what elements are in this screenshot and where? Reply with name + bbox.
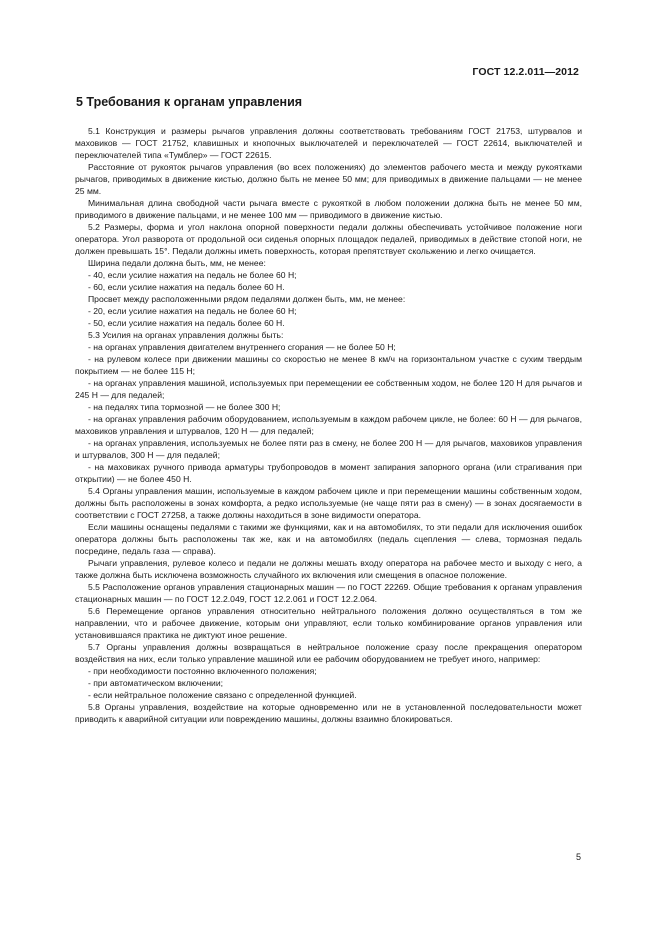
section-title: 5 Требования к органам управления <box>76 95 303 109</box>
paragraph: 5.2 Размеры, форма и угол наклона опорной поверхности педали должны обеспечивать устойчивое положение ноги оператора. Угол разворота от продольной оси сиденья опорных площадок педалей, приводимых в действие стопой ноги, не должен превышать 15°. Педали должны иметь поверхность, которая препятствует скольжению и легко очищается. <box>75 222 582 256</box>
paragraph: - на органах управления машиной, используемых при перемещении ее собственным ходом, не более 120 Н для рычагов и 245 Н — для педалей; <box>75 378 582 400</box>
paragraph: Ширина педали должна быть, мм, не менее: <box>88 258 266 268</box>
paragraph: - при автоматическом включении; <box>88 678 224 688</box>
paragraph: 5.7 Органы управления должны возвращаться в нейтральное положение сразу после прекращения оператором воздействия на них, если только управление машиной или ее рабочим оборудованием не требует иного, например: <box>75 642 582 664</box>
paragraph: - 40, если усилие нажатия на педаль не более 60 Н; <box>88 270 297 280</box>
paragraph: - на рулевом колесе при движении машины со скоростью не менее 8 км/ч на горизонтальном участке с сухим твердым покрытием — не более 115 Н; <box>75 354 582 376</box>
paragraph: - на органах управления двигателем внутреннего сгорания — не более 50 Н; <box>88 342 396 352</box>
section-body <box>75 125 582 725</box>
paragraph: - на органах управления рабочим оборудованием, используемым в каждом рабочем цикле, не более: 60 Н — для рычагов, маховиков управления и штурвалов, 120 Н — для педалей; <box>75 414 582 436</box>
paragraph: 5.4 Органы управления машин, используемые в каждом рабочем цикле и при перемещении машины собственным ходом, должны быть расположены в зонах комфорта, а редко используемые (не чаще пяти раз в смену) — в зонах досягаемости в соответствии с ГОСТ 27258, а также должны находиться в зоне видимости оператора. <box>75 486 582 520</box>
paragraph: Просвет между расположенными рядом педалями должен быть, мм, не менее: <box>88 294 406 304</box>
paragraph: - 60, если усилие нажатия на педаль более 60 Н. <box>88 282 285 292</box>
paragraph: - при необходимости постоянно включенного положения; <box>88 666 317 676</box>
paragraph: - если нейтральное положение связано с определенной функцией. <box>88 690 357 700</box>
paragraph: - на маховиках ручного привода арматуры трубопроводов в момент запирания запорного органа (или страгивания при открытии) — не более 450 Н. <box>75 462 582 484</box>
paragraph: 5.6 Перемещение органов управления относительно нейтрального положения должно осуществляться в том же направлении, что и рабочее движение, которым они управляют, если только комбинирование органов управления или установившаяся практика не диктуют иное решение. <box>75 606 582 640</box>
paragraph: 5.5 Расположение органов управления стационарных машин — по ГОСТ 22269. Общие требования к органам управления стационарных машин — по ГОСТ 12.2.049, ГОСТ 12.2.061 и ГОСТ 12.2.064. <box>75 582 582 604</box>
paragraph: - на педалях типа тормозной — не более 300 Н; <box>88 402 281 412</box>
paragraph: - 50, если усилие нажатия на педаль более 60 Н. <box>88 318 285 328</box>
document-code-header: ГОСТ 12.2.011—2012 <box>472 66 579 78</box>
paragraph: 5.3 Усилия на органах управления должны быть: <box>88 330 284 340</box>
paragraph: Расстояние от рукояток рычагов управления (во всех положениях) до элементов рабочего места и между рукоятками рычагов, приводимых в движение кистью, должно быть не менее 50 мм; для приводимых в движение пальцами — не менее 25 мм. <box>75 162 582 196</box>
paragraph: Минимальная длина свободной части рычага вместе с рукояткой в любом положении должна быть не менее 50 мм, приводимого в движение пальцами, и не менее 100 мм — приводимого в движение кистью. <box>75 198 582 220</box>
page-number: 5 <box>575 852 581 862</box>
paragraph: 5.8 Органы управления, воздействие на которые одновременно или не в установленной последовательности может приводить к аварийной ситуации или повреждению машины, должны взаимно блокироваться. <box>75 702 582 724</box>
paragraph: Рычаги управления, рулевое колесо и педали не должны мешать входу оператора на рабочее место и выходу с него, а также должна быть исключена возможность случайного их включения или смещения в опасное положение. <box>75 558 582 580</box>
paragraph: Если машины оснащены педалями с такими же функциями, как и на автомобилях, то эти педали для исключения ошибок оператора должны быть расположены так же, как и на автомобилях (педаль сцепления — слева, тормозная педаль посредине, педаль газа — справа). <box>75 522 582 556</box>
paragraph: - 20, если усилие нажатия на педаль не более 60 Н; <box>88 306 297 316</box>
paragraph: 5.1 Конструкция и размеры рычагов управления должны соответствовать требованиям ГОСТ 21753, штурвалов и маховиков — ГОСТ 21752, клавишных и кнопочных выключателей и переключателей — ГОСТ 22614, выключателей и переключателей типа «Тумблер» — ГОСТ 22615. <box>75 126 582 160</box>
paragraph: - на органах управления, используемых не более пяти раз в смену, не более 200 Н — для рычагов, маховиков управления и штурвалов, 300 Н — для педалей; <box>75 438 582 460</box>
